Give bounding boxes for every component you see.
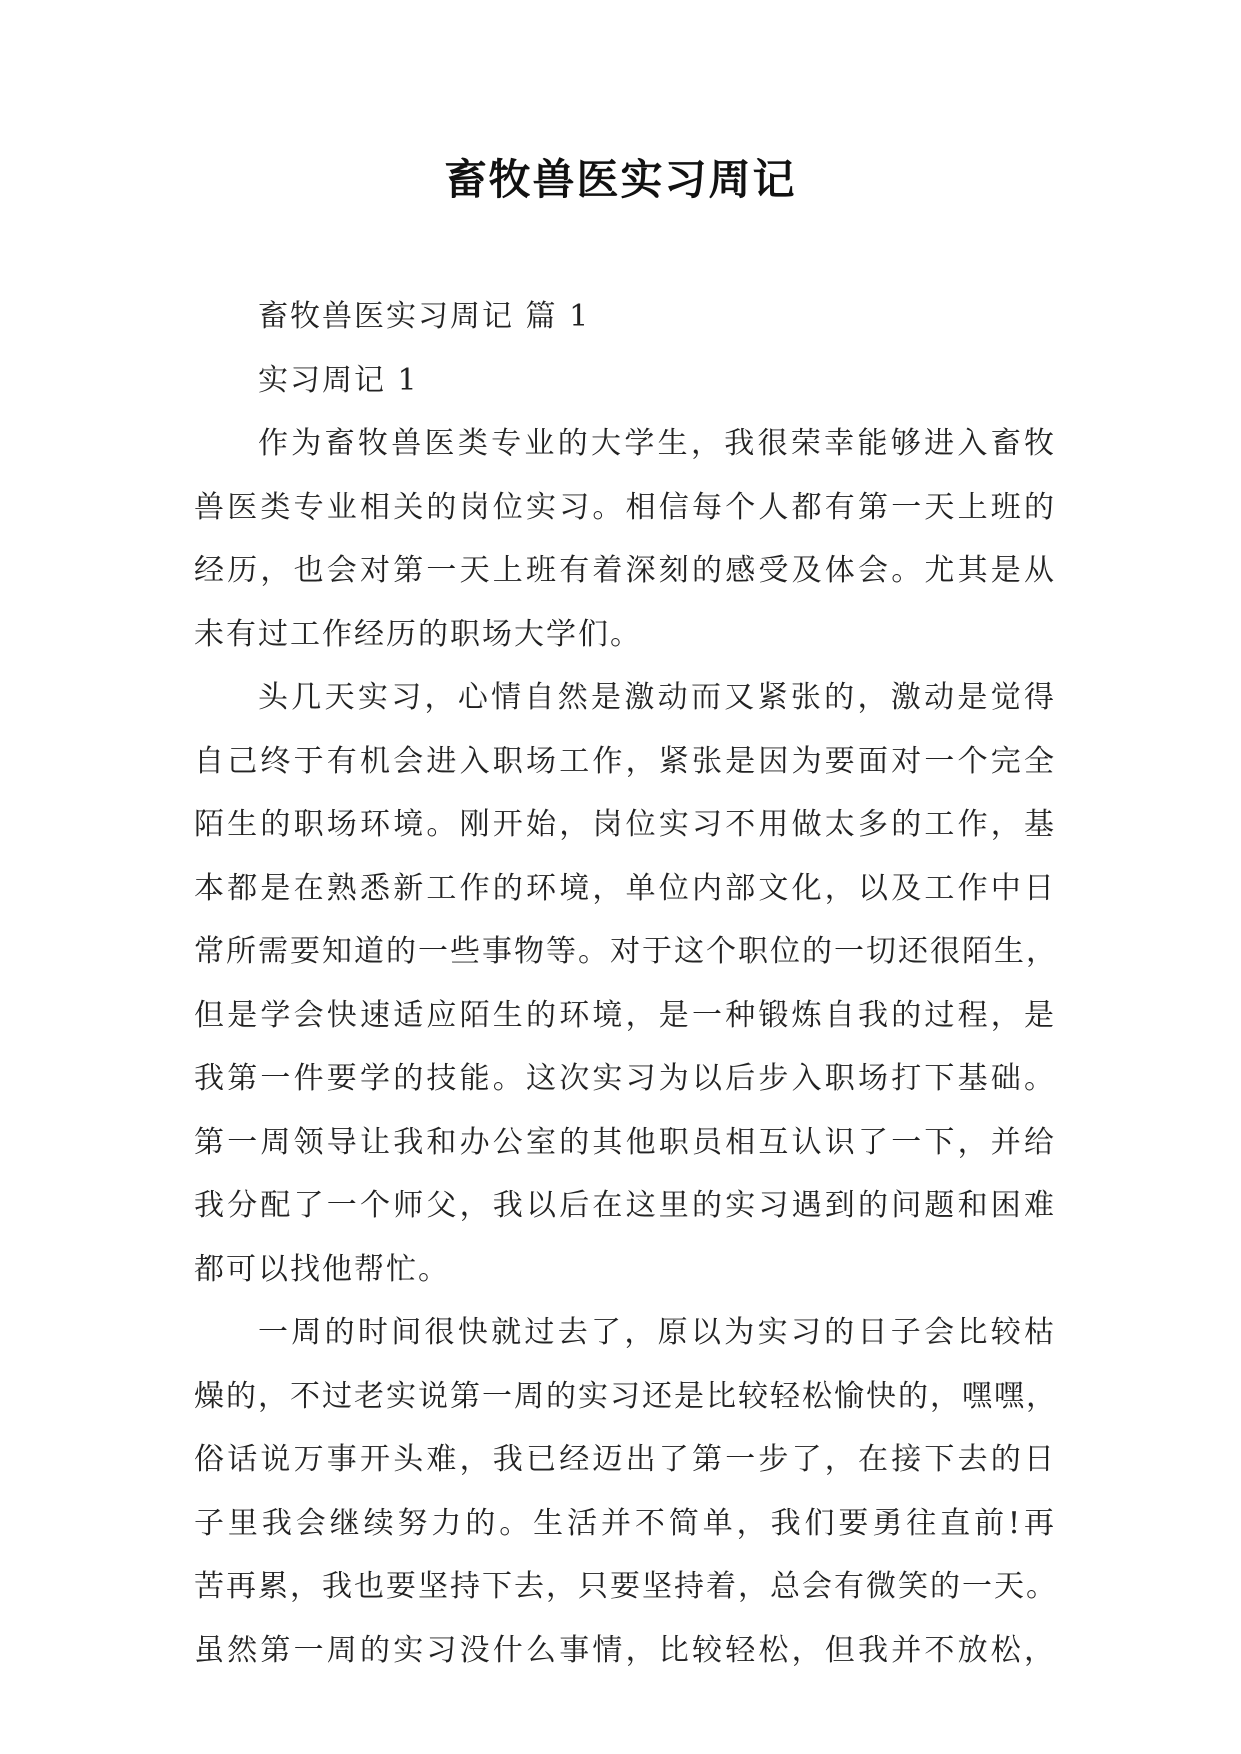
body-line: 苦再累，我也要坚持下去，只要坚持着，总会有微笑的一天。	[194, 1569, 1058, 1604]
body-line: 自己终于有机会进入职场工作，紧张是因为要面对一个完全	[194, 743, 1056, 779]
body-line: 头几天实习，心情自然是激动而又紧张的，激动是觉得	[258, 680, 1056, 715]
body-line: 实习周记 1	[258, 362, 419, 398]
body-line: 经历，也会对第一天上班有着深刻的感受及体会。尤其是从	[194, 553, 1056, 588]
body-line: 兽医类专业相关的岗位实习。相信每个人都有第一天上班的	[194, 489, 1056, 525]
document-title: 畜牧兽医实习周记	[444, 155, 797, 204]
body-line: 都可以找他帮忙。	[194, 1251, 450, 1287]
body-line: 本都是在熟悉新工作的环境，单位内部文化，以及工作中日	[194, 870, 1056, 906]
body-line: 第一周领导让我和办公室的其他职员相互认识了一下，并给	[194, 1124, 1056, 1160]
body-line: 俗话说万事开头难，我已经迈出了第一步了，在接下去的日	[194, 1442, 1056, 1477]
body-line: 但是学会快速适应陌生的环境，是一种锻炼自我的过程，是	[194, 997, 1056, 1033]
body-line: 一周的时间很快就过去了，原以为实习的日子会比较枯	[258, 1315, 1056, 1350]
body-line: 未有过工作经历的职场大学们。	[194, 616, 642, 652]
body-line: 燥的，不过老实说第一周的实习还是比较轻松愉快的，嘿嘿，	[194, 1378, 1058, 1414]
body-line: 子里我会继续努力的。生活并不简单，我们要勇往直前!再	[194, 1505, 1056, 1541]
body-line: 作为畜牧兽医类专业的大学生，我很荣幸能够进入畜牧	[258, 426, 1056, 461]
body-line: 我第一件要学的技能。这次实习为以后步入职场打下基础。	[194, 1061, 1056, 1096]
body-line: 畜牧兽医实习周记 篇 1	[258, 299, 591, 334]
document-body	[194, 285, 1056, 1682]
body-line: 陌生的职场环境。刚开始，岗位实习不用做太多的工作，基	[194, 807, 1056, 842]
body-line: 我分配了一个师父，我以后在这里的实习遇到的问题和困难	[194, 1188, 1056, 1223]
body-line: 虽然第一周的实习没什么事情，比较轻松，但我并不放松，	[194, 1632, 1056, 1668]
body-line: 常所需要知道的一些事物等。对于这个职位的一切还很陌生，	[194, 934, 1058, 969]
